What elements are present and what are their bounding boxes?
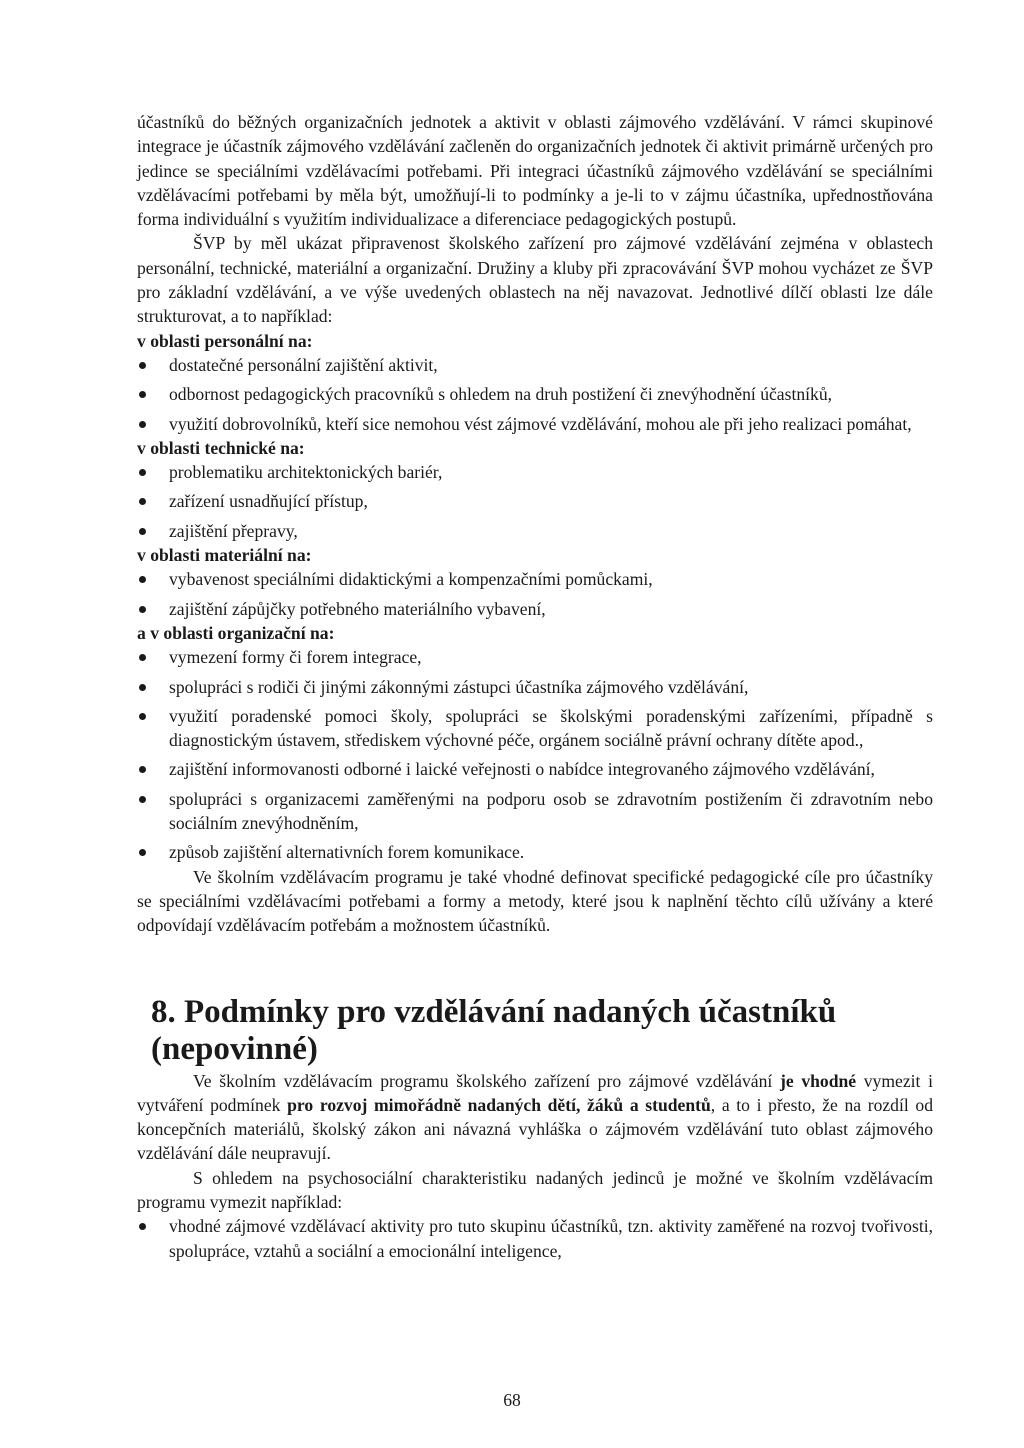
document-page (137, 110, 933, 1263)
list-material (137, 567, 933, 621)
bullet-icon (139, 849, 146, 856)
list-item: zajištění zápůjčky potřebného materiálního vybavení, (137, 597, 933, 621)
list-item: spolupráci s rodiči či jinými zákonnými zástupci účastníka zájmového vzdělávání, (137, 675, 933, 699)
list-item: zařízení usnadňující přístup, (137, 489, 933, 513)
bullet-icon (139, 796, 146, 803)
area-heading-material: v oblasti materiální na: (137, 545, 312, 566)
bullet-icon (139, 654, 146, 661)
bullet-icon (139, 766, 146, 773)
bullet-icon (139, 606, 146, 613)
svp-paragraph: ŠVP by měl ukázat připravenost školského zařízení pro zájmové vzdělávání zejména v oblastech personální, technické, materiální a organizační. Družiny a kluby při zpracovávání ŠVP mohou vycházet ze ŠVP pro základní vzdělávání, a ve výše uvedených oblastech na něj navazovat. Jednotlivé dílčí oblasti lze dále strukturovat, a to například: (137, 233, 933, 327)
bullet-icon (139, 421, 146, 428)
list-item: způsob zajištění alternativních forem komunikace. (137, 840, 933, 864)
list-item: zajištění informovanosti odborné i laické veřejnosti o nabídce integrovaného zájmového vzdělávání, (137, 757, 933, 781)
goals-paragraph: Ve školním vzdělávacím programu je také vhodné definovat specifické pedagogické cíle pro účastníky se speciálními vzdělávacími potřebami a formy a metody, které jsou k naplnění těchto cílů užívány a které odpovídají vzdělávacím potřebám a možnostem účastníků. (137, 866, 933, 936)
list-item: využití poradenské pomoci školy, spolupráci se školskými poradenskými zařízeními, případně s diagnostickým ústavem, střediskem výchovné péče, orgánem sociálně právní ochrany dítěte apod., (137, 704, 933, 753)
section-8-paragraph-1: Ve školním vzdělávacím programu školského zařízení pro zájmové vzdělávání je vhodné vymezit i vytváření podmínek pro rozvoj mimořádně nadaných dětí, žáků a studentů, a to i přesto, že na rozdíl od koncepčních materiálů, školský zákon ani návazná vyhláška o zájmovém vzdělávání tuto oblast zájmového vzdělávání dále neupravují. (137, 1070, 933, 1164)
list-item: problematiku architektonických bariér, (137, 460, 933, 484)
list-item: dostatečné personální zajištění aktivit, (137, 353, 933, 377)
bullet-icon (139, 362, 146, 369)
list-item: spolupráci s organizacemi zaměřenými na podporu osob se zdravotním postižením či zdravotním nebo sociálním znevýhodněním, (137, 787, 933, 836)
list-personal (137, 353, 933, 436)
area-heading-technical: v oblasti technické na: (137, 437, 305, 458)
list-item: zajištění přepravy, (137, 519, 933, 543)
list-item: vybavenost speciálními didaktickými a kompenzačními pomůckami, (137, 567, 933, 591)
list-item: vhodné zájmové vzdělávací aktivity pro tuto skupinu účastníků, tzn. aktivity zaměřené na rozvoj tvořivosti, spolupráce, vztahů a sociální a emocionální inteligence, (137, 1214, 933, 1263)
bullet-icon (139, 498, 146, 505)
bullet-icon (139, 684, 146, 691)
bullet-icon (139, 576, 146, 583)
list-item: odbornost pedagogických pracovníků s ohledem na druh postižení či znevýhodnění účastníků, (137, 382, 933, 406)
list-item: využití dobrovolníků, kteří sice nemohou vést zájmové vzdělávání, mohou ale při jeho realizaci pomáhat, (137, 412, 933, 436)
bullet-icon (139, 391, 146, 398)
area-heading-organizational: a v oblasti organizační na: (137, 622, 335, 643)
page-number: 68 (503, 1390, 521, 1410)
section-8-title: 8. Podmínky pro vzdělávání nadaných účastníků (nepovinné) (151, 993, 837, 1067)
list-organizational (137, 645, 933, 864)
list-item: vymezení formy či forem integrace, (137, 645, 933, 669)
area-heading-personal: v oblasti personální na: (137, 330, 313, 351)
bullet-icon (139, 528, 146, 535)
bullet-icon (139, 469, 146, 476)
list-technical (137, 460, 933, 543)
bullet-icon (139, 1223, 146, 1230)
bullet-icon (139, 713, 146, 720)
list-section-8 (137, 1214, 933, 1263)
section-8-paragraph-2: S ohledem na psychosociální charakteristiku nadaných jedinců je možné ve školním vzdělávacím programu vymezit například: (137, 1167, 933, 1212)
intro-paragraph: účastníků do běžných organizačních jednotek a aktivit v oblasti zájmového vzdělávání. V rámci skupinové integrace je účastník zájmového vzdělávání začleněn do organizačních jednotek či aktivit primárně určených pro jedince se speciálními vzdělávacími potřebami. Při integraci účastníků zájmového vzdělávání se speciálními vzdělávacími potřebami by měla být, umožňují-li to podmínky a je-li to v zájmu účastníka, upřednostňována forma individuální s využitím individualizace a diferenciace pedagogických postupů. (137, 112, 933, 230)
